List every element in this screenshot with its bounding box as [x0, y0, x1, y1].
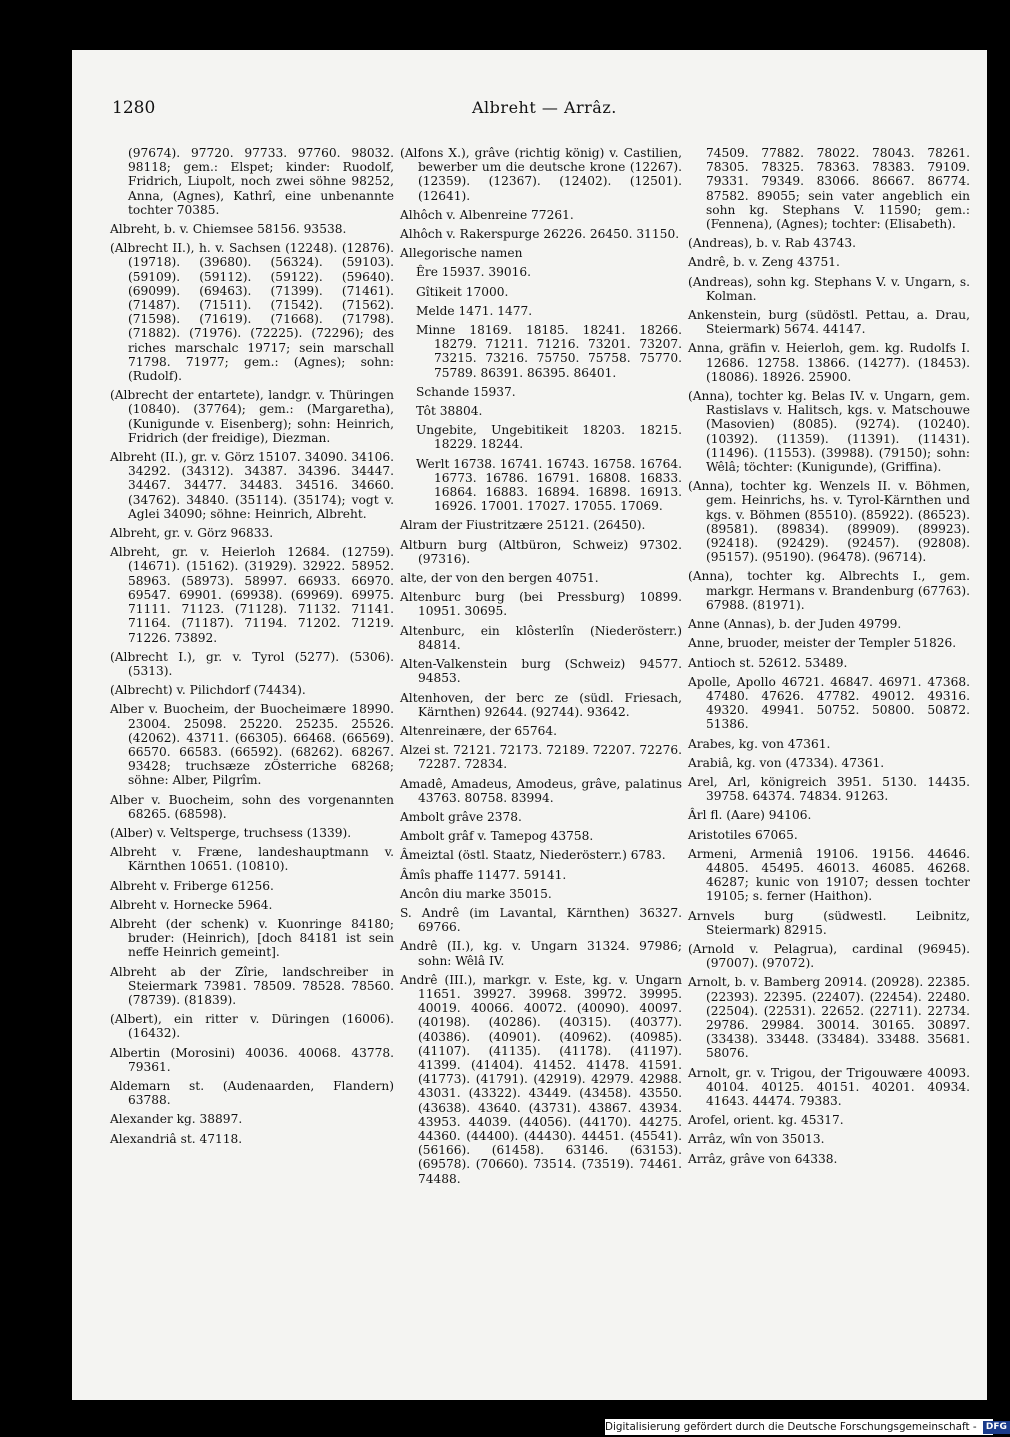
index-entry: (Andreas), b. v. Rab 43743.: [688, 236, 857, 251]
index-entry: (Arnold v. Pelagrua), cardinal (96945). (97007). (97072).: [688, 941, 970, 971]
index-entry: (Alfons X.), grâve (richtig könig) v. Castilien, bewerber um die deutsche krone (12267). (12359). (12367). (12402). (12501). (12641).: [400, 146, 682, 203]
index-entry: Arel, Arl, königreich 3951. 5130. 14435. 39758. 64374. 74834. 91263.: [688, 774, 970, 804]
index-entry: Ambolt grâve 2378.: [400, 809, 522, 824]
index-entry: Albreht, gr. v. Heierloh 12684. (12759). (14671). (15162). (31929). 32922. 58952. 58963. (58973). 58997. 66933. 66970. 69547. 69901. (69938). (69969). 69975. 71111. 71123. (71128). 71132. 71141. 71164. (71187). 71194. 71202. 71219. 71226. 73892.: [110, 545, 394, 645]
funding-footer: [605, 1419, 1007, 1435]
index-entry: Andrê, b. v. Zeng 43751.: [688, 255, 840, 270]
index-entry: Arnvels burg (südwestl. Leibnitz, Steiermark) 82915.: [688, 908, 970, 937]
index-entry: Andrê (II.), kg. v. Ungarn 31324. 97986; sohn: Wêlâ IV.: [400, 939, 682, 968]
index-entry: Alhôch v. Albenreine 77261.: [400, 207, 574, 222]
index-entry: Arabes, kg. von 47361.: [688, 736, 831, 751]
index-entry: Alten-Valkenstein burg (Schweiz) 94577. 94853.: [400, 657, 682, 686]
index-entry: Arrâz, wîn von 35013.: [688, 1132, 825, 1147]
index-subentry: Ungebite, Ungebitikeit 18203. 18215. 18229. 18244.: [416, 423, 682, 452]
index-entry: Altenburc burg (bei Pressburg) 10899. 10951. 30695.: [400, 590, 682, 619]
index-entry: Altenhoven, der berc ze (südl. Friesach, Kärnthen) 92644. (92744). 93642.: [400, 690, 682, 719]
index-entry: Andrê (III.), markgr. v. Este, kg. v. Ungarn 11651. 39927. 39968. 39972. 39995. 40019. 40066. 40072. (40090). 40097. (40198). (40286). (40315). (40377). (40386). (40901). (40962). (40985). (41107). (41135). (41178). (41197). 41399. (41404). 41452. 41478. 41591. (41773). (41791). (42919). 42979. 42988. 43031. (43322). 43449. (43458). 43550. (43638). 43640. (43731). 43867. 43934. 43953. 44039. (44056). (44170). 44275. 44360. (44400). (44430). 44451. (45541). (56166). (61458). 63146. (63153). (69578). (70660). 73514. (73519). 74461. 74488.: [400, 972, 682, 1186]
index-entry: Antioch st. 52612. 53489.: [688, 655, 848, 670]
index-entry: Arofel, orient. kg. 45317.: [688, 1113, 844, 1128]
funding-text: Digitalisierung gefördert durch die Deutsche Forschungsgemeinschaft -: [605, 1421, 977, 1433]
index-entry: (Anna), tochter kg. Albrechts I., gem. markgr. Hermans v. Brandenburg (67763). 67988. (81971).: [688, 569, 970, 612]
index-entry: Ârl fl. (Aare) 94106.: [688, 808, 812, 823]
index-entry: Alexander kg. 38897.: [110, 1112, 243, 1127]
index-entry: Albreht (II.), gr. v. Görz 15107. 34090. 34106. 34292. (34312). 34387. 34396. 34447. 34467. 34477. 34483. 34516. 34660. (34762). 34840. (35114). (35174); vogt v. Aglei 34090; söhne: Heinrich, Albreht.: [110, 450, 394, 521]
index-entry: (Andreas), sohn kg. Stephans V. v. Ungarn, s. Kolman.: [688, 274, 970, 303]
index-entry: 74509. 77882. 78022. 78043. 78261. 78305. 78325. 78363. 78383. 79109. 79331. 79349. 83066. 86667. 86774. 87582. 89055; sein vater angeblich ein sohn kg. Stephans V. 11590; gem.: (Fennena), (Agnes); tochter: (Elisabeth).: [706, 146, 970, 232]
index-entry: Aristotiles 67065.: [688, 827, 798, 842]
index-entry: Apolle, Apollo 46721. 46847. 46971. 47368. 47480. 47626. 47782. 49012. 49316. 49320. 49941. 50752. 50800. 50872. 51386.: [688, 674, 970, 732]
index-subentry: Schande 15937.: [416, 384, 516, 399]
index-entry: Anne (Annas), b. der Juden 49799.: [688, 617, 902, 632]
index-entry: Albreht v. Hornecke 5964.: [110, 897, 273, 912]
index-entry: Albreht v. Friberge 61256.: [110, 878, 274, 893]
index-entry: Âmeiztal (östl. Staatz, Niederösterr.) 6783.: [400, 848, 666, 863]
index-entry: Armeni, Armeniâ 19106. 19156. 44646. 44805. 45495. 46013. 46085. 46268. 46287; kunic von 19107; dessen tochter 19105; s. ferner (Haithon).: [688, 846, 970, 904]
index-entry: (Albrecht II.), h. v. Sachsen (12248). (12876). (19718). (39680). (56324). (59103). (59109). (59112). (59122). (59640). (69099). (69463). (71399). (71461). (71487). (71511). (71542). (71562). (71598). (71619). (71668). (71798). (71882). (71976). (72225). (72296); des riches marschalc 19717; sein marschall 71798. 71977; gem.: (Agnes); sohn: (Rudolf).: [110, 241, 394, 384]
index-entry: Allegorische namen: [400, 246, 523, 261]
index-entry: (Anna), tochter kg. Wenzels II. v. Böhmen, gem. Heinrichs, hs. v. Tyrol-Kärnthen und kgs. v. Böhmen (85510). (85922). (86523). (89581). (89834). (89909). (89923). (92418). (92429). (92457). (92808). (95157). (95190). (96478). (96714).: [688, 479, 970, 565]
index-subentry: Minne 18169. 18185. 18241. 18266. 18279. 71211. 71216. 73201. 73207. 73215. 73216. 75750. 75758. 75770. 75789. 86391. 86395. 86401.: [416, 323, 682, 380]
document-page: [72, 50, 987, 1400]
index-entry: Ancôn diu marke 35015.: [400, 886, 552, 901]
index-entry: Alber v. Buocheim, sohn des vorgenannten 68265. (68598).: [110, 792, 394, 821]
index-entry: Albreht ab der Zîrie, landschreiber in Steiermark 73981. 78509. 78528. 78560. (78739). (81839).: [110, 964, 394, 1007]
index-entry: (Albrecht der entartete), landgr. v. Thüringen (10840). (37764); gem.: (Margaretha), (Kunigunde v. Eisenberg); sohn: Heinrich, Fridrich (der freidige), Diezman.: [110, 388, 394, 445]
page-number: 1280: [112, 98, 156, 118]
index-entry: Albreht, b. v. Chiemsee 58156. 93538.: [110, 222, 347, 237]
page-title: Albreht — Arrâz.: [472, 98, 617, 117]
index-entry: Alexandriâ st. 47118.: [110, 1131, 243, 1146]
index-entry: Albreht v. Fræne, landeshauptmann v. Kärnthen 10651. (10810).: [110, 845, 394, 874]
index-entry: Altburn burg (Altbüron, Schweiz) 97302. (97316).: [400, 537, 682, 566]
index-entry: Alram der Fiustritzære 25121. (26450).: [400, 518, 646, 533]
index-entry: Anna, gräfin v. Heierloh, gem. kg. Rudolfs I. 12686. 12758. 13866. (14277). (18453). (18086). 18926. 25900.: [688, 341, 970, 384]
index-entry: Altenreinære, der 65764.: [400, 723, 558, 738]
index-entry: Anne, bruoder, meister der Templer 51826.: [688, 636, 957, 651]
index-entry: alte, der von den bergen 40751.: [400, 571, 599, 586]
index-entry: (Albrecht) v. Pilichdorf (74434).: [110, 683, 306, 698]
page-header: [112, 98, 967, 122]
index-entry: Alber v. Buocheim, der Buocheimære 18990. 23004. 25098. 25220. 25235. 25526. (42062). 43711. (66305). 66468. (66569). 66570. 66583. (66592). (68262). 68267. 93428; truchsæze zÖsterriche 68268; söhne: Alber, Pilgrîm.: [110, 702, 394, 788]
index-entry: Albreht (der schenk) v. Kuonringe 84180; bruder: (Heinrich), [doch 84181 ist sein neffe Heinrich gemeint].: [110, 916, 394, 960]
index-entry: (Anna), tochter kg. Belas IV. v. Ungarn, gem. Rastislavs v. Halitsch, kgs. v. Matschouwe (Masovien) (8085). (9274). (10240). (10392). (11359). (11391). (11431). (11496). (11553). (39988). (79150); sohn: Wêlâ; töchter: (Kunigunde), (Griffina).: [688, 389, 970, 475]
index-entry: (Albert), ein ritter v. Düringen (16006). (16432).: [110, 1012, 394, 1041]
index-entry: Altenburc, ein klôsterlîn (Niederösterr.) 84814.: [400, 623, 682, 652]
index-subentry: Tôt 38804.: [416, 404, 483, 419]
index-entry: Alhôch v. Rakerspurge 26226. 26450. 31150.: [400, 227, 680, 242]
index-entry: (97674). 97720. 97733. 97760. 98032. 98118; gem.: Elspet; kinder: Ruodolf, Fridrich, Liupolt, noch zwei söhne 98252, Anna, (Agnes), Kathrî, eine unbenannte tochter 70385.: [128, 146, 394, 217]
index-entry: Arnolt, gr. v. Trigou, der Trigouwære 40093. 40104. 40125. 40151. 40201. 40934. 41643. 44474. 79383.: [688, 1065, 970, 1108]
index-entry: Ambolt grâf v. Tamepog 43758.: [400, 829, 594, 844]
column-1: [110, 146, 394, 1386]
index-entry: (Albrecht I.), gr. v. Tyrol (5277). (5306). (5313).: [110, 649, 394, 678]
index-entry: S. Andrê (im Lavantal, Kärnthen) 36327. 69766.: [400, 905, 682, 935]
index-entry: Arabiâ, kg. von (47334). 47361.: [688, 755, 885, 770]
index-subentry: Gîtikeit 17000.: [416, 284, 509, 299]
index-entry: Aldemarn st. (Audenaarden, Flandern) 63788.: [110, 1078, 394, 1108]
dfg-logo: DFG: [983, 1421, 1010, 1434]
index-entry: Arrâz, grâve von 64338.: [688, 1151, 838, 1166]
index-entry: Alzei st. 72121. 72173. 72189. 72207. 72276. 72287. 72834.: [400, 743, 682, 772]
index-entry: Albertin (Morosini) 40036. 40068. 43778. 79361.: [110, 1045, 394, 1074]
index-entry: (Alber) v. Veltsperge, truchsess (1339).: [110, 825, 352, 840]
index-entry: Albreht, gr. v. Görz 96833.: [110, 526, 274, 541]
index-entry: Arnolt, b. v. Bamberg 20914. (20928). 22385. (22393). 22395. (22407). (22454). 22480. (22504). (22531). 22652. (22711). 22734. 29786. 29984. 30014. 30165. 30897. (33438). 33448. (33484). 33488. 35681. 58076.: [688, 975, 970, 1061]
column-3: [688, 146, 970, 1386]
index-entry: Amadê, Amadeus, Amodeus, grâve, palatinus 43763. 80758. 83994.: [400, 776, 682, 805]
index-entry: Âmîs phaffe 11477. 59141.: [400, 867, 567, 882]
index-entry: Ankenstein, burg (südöstl. Pettau, a. Drau, Steiermark) 5674. 44147.: [688, 308, 970, 337]
index-subentry: Werlt 16738. 16741. 16743. 16758. 16764. 16773. 16786. 16791. 16808. 16833. 16864. 16883. 16894. 16898. 16913. 16926. 17001. 17027. 17055. 17069.: [416, 456, 682, 514]
column-2: [400, 146, 682, 1386]
index-subentry: Êre 15937. 39016.: [416, 265, 531, 280]
index-subentry: Melde 1471. 1477.: [416, 303, 533, 318]
